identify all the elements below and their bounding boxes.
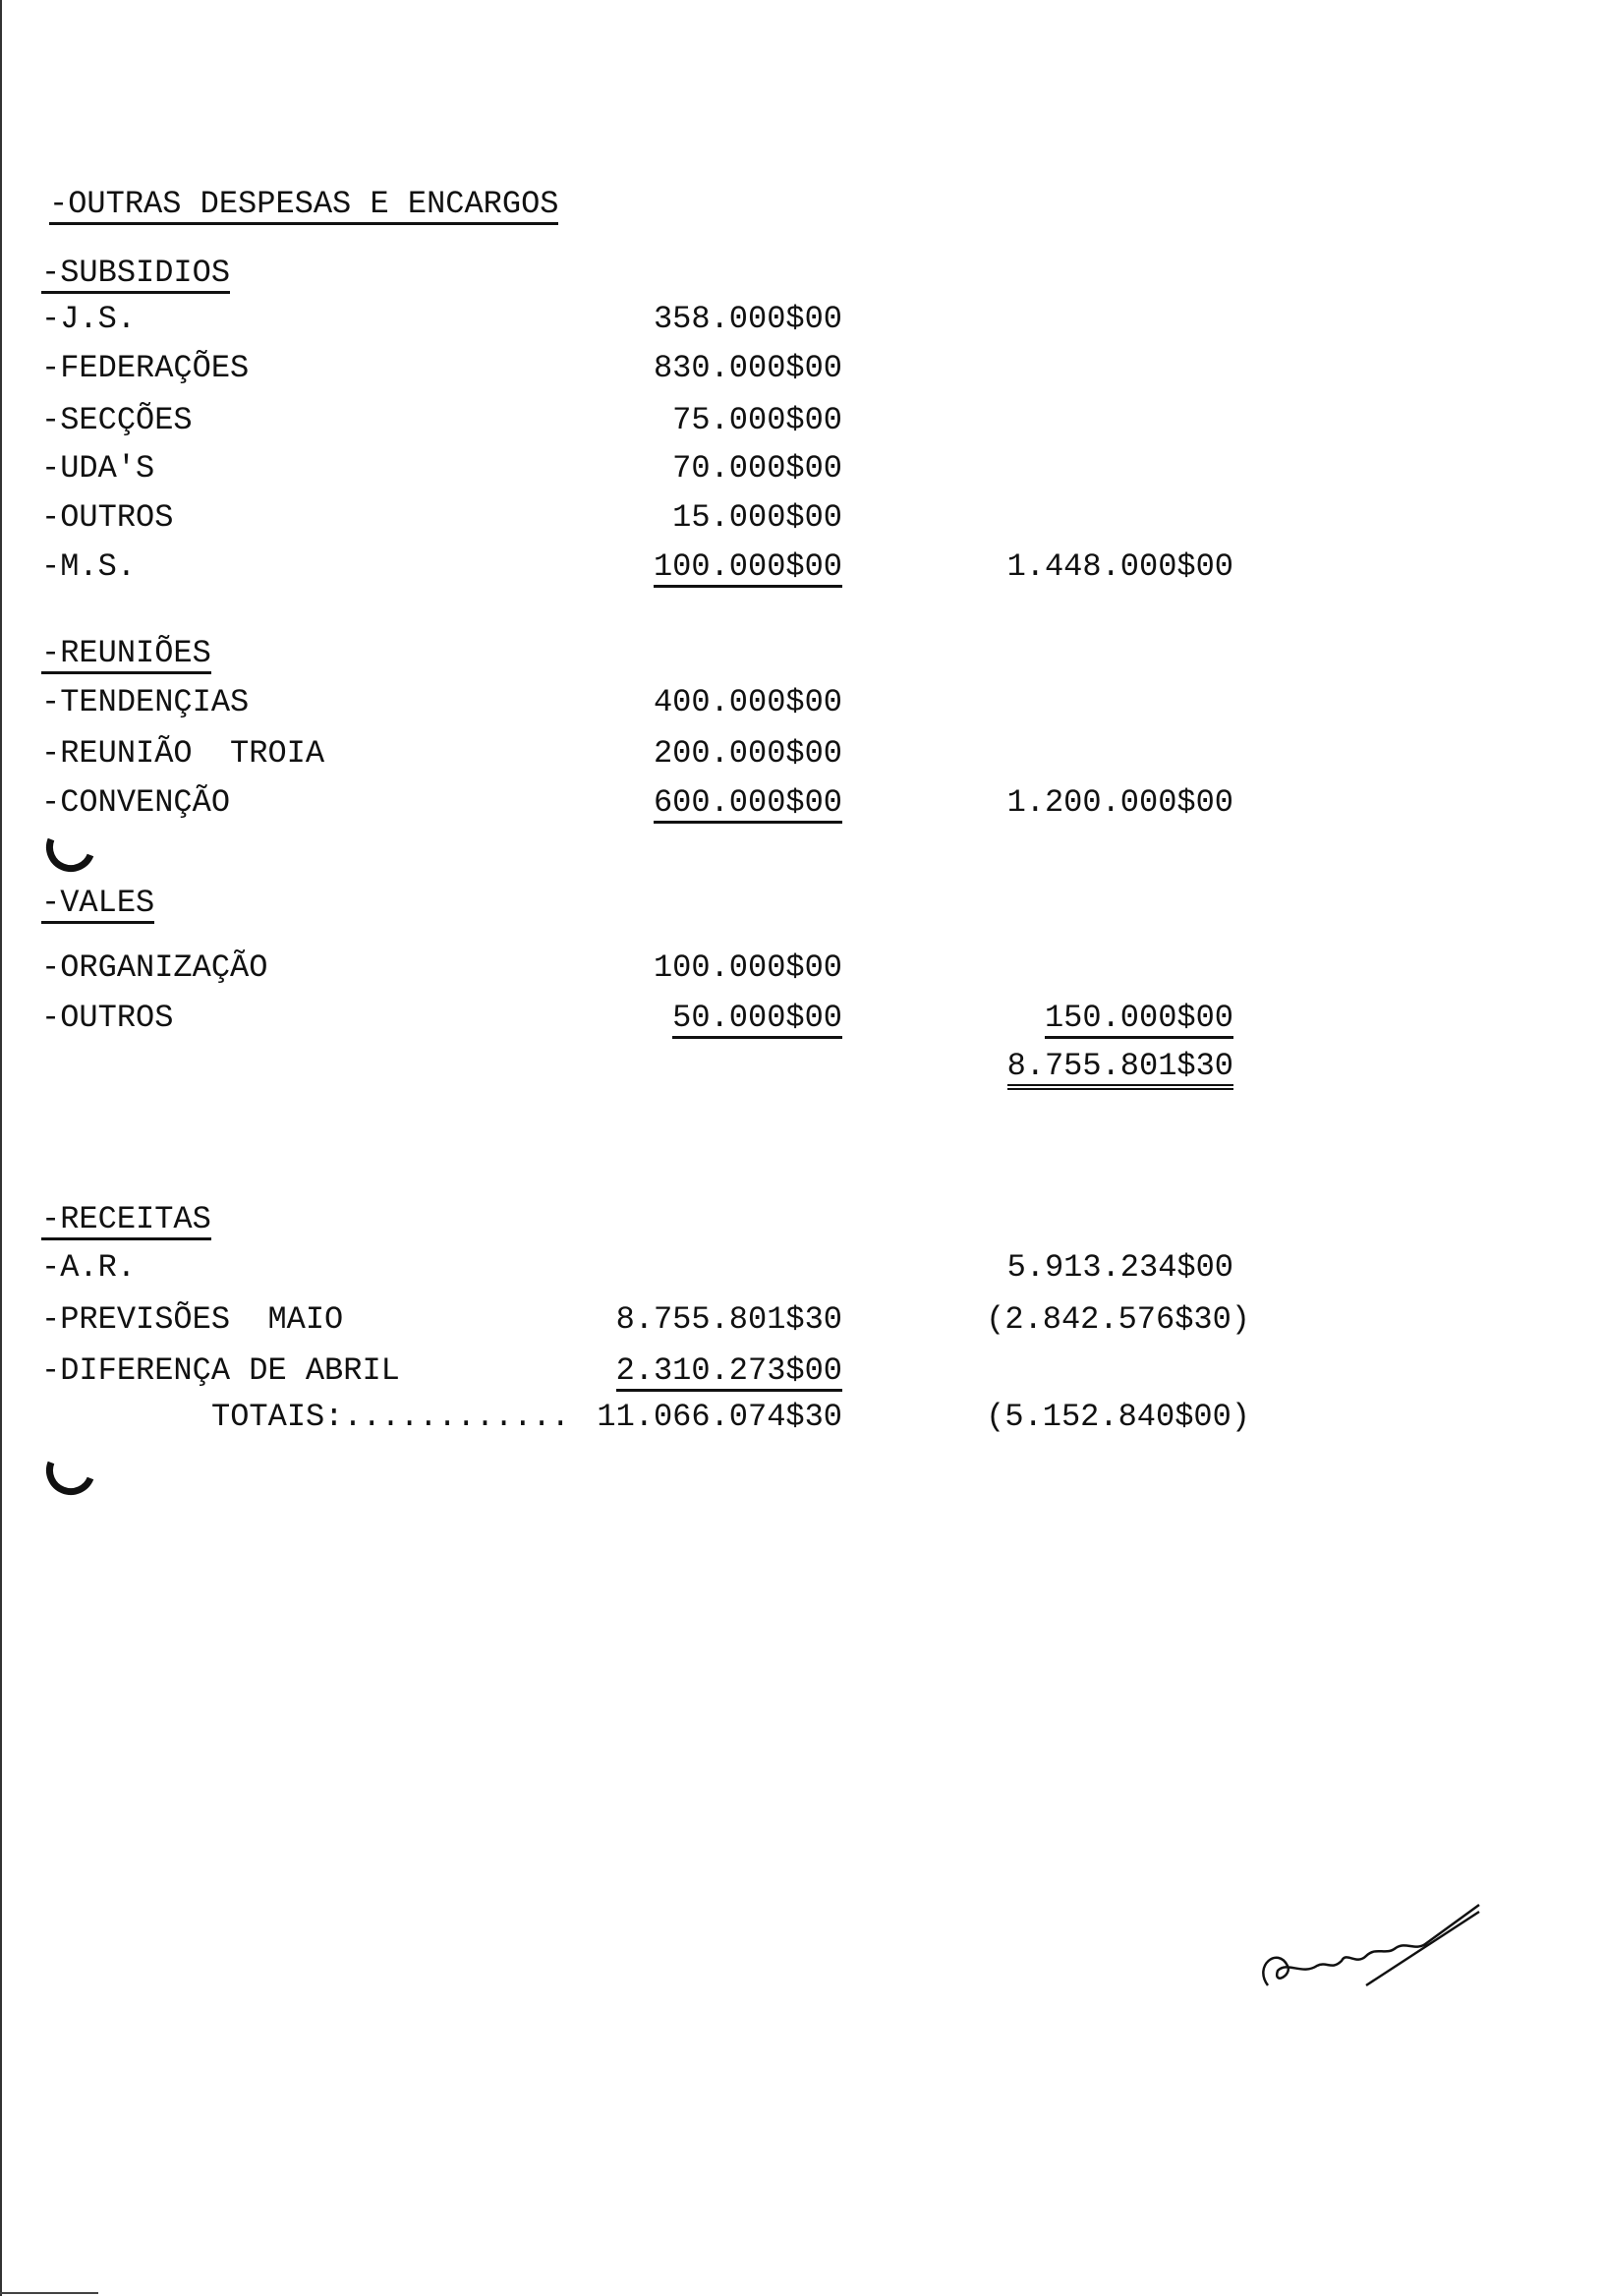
totals-label: TOTAIS:............ [211,1399,570,1435]
row-label: -TENDENÇIAS [41,684,250,720]
row-value: 50.000$00 [672,1001,842,1039]
row-label: -FEDERAÇÕES [41,350,250,386]
reunioes-heading: -REUNIÕES [41,636,211,674]
totals-value: 11.066.074$30 [597,1399,842,1435]
row-value: 100.000$00 [653,949,842,986]
receitas-heading: -RECEITAS [41,1202,211,1240]
subtotal: 1.448.000$00 [1006,548,1233,585]
row-label: -OUTROS [41,499,174,536]
row-value: 75.000$00 [672,402,842,438]
row-value: 830.000$00 [653,350,842,386]
row-value: 70.000$00 [672,450,842,487]
signature [1248,1877,1494,2005]
row-label: -M.S. [41,548,137,585]
row-label: -UDA'S [41,450,155,487]
row-label: -A.R. [41,1249,137,1286]
row-value: 15.000$00 [672,499,842,536]
row-label: -OUTROS [41,1000,174,1036]
row-value: 358.000$00 [653,301,842,337]
row-label: -ORGANIZAÇÃO [41,949,268,986]
hole-punch-mark [43,1457,102,1506]
row-value: 2.310.273$00 [616,1353,842,1392]
subsidios-heading: -SUBSIDIOS [41,256,230,294]
row-value: 100.000$00 [654,549,842,588]
row-label: -REUNIÃO TROIA [41,735,325,772]
row-value: 600.000$00 [654,785,842,824]
grand-total: 8.755.801$30 [1007,1049,1233,1090]
page-edge-bottom [0,2292,98,2294]
row-label: -CONVENÇÃO [41,784,231,821]
row-value: 200.000$00 [653,735,842,772]
subtotal: 150.000$00 [1045,1001,1233,1039]
page-edge [0,0,2,2296]
section-title: -OUTRAS DESPESAS E ENCARGOS [49,187,558,225]
subtotal: 1.200.000$00 [1006,784,1233,821]
row-label: -J.S. [41,301,137,337]
row-label: -DIFERENÇA DE ABRIL [41,1352,400,1389]
row-label: -PREVISÕES MAIO [41,1301,344,1338]
row-value: 5.913.234$00 [1006,1249,1233,1286]
row-value: 400.000$00 [653,684,842,720]
row-label: -SECÇÕES [41,402,193,438]
row-value: (2.842.576$30) [986,1301,1250,1338]
hole-punch-mark [43,833,102,883]
row-value: 8.755.801$30 [615,1301,842,1338]
totals-value: (5.152.840$00) [986,1399,1250,1435]
vales-heading: -VALES [41,886,154,924]
